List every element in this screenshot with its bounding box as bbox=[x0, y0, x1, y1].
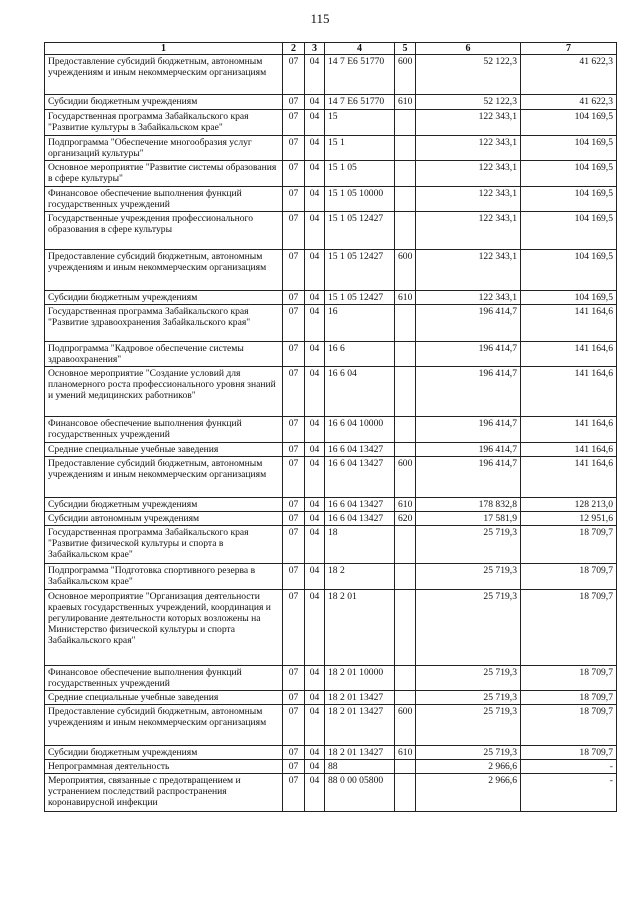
row-expense-type bbox=[395, 367, 416, 417]
row-expense-type: 600 bbox=[395, 705, 416, 746]
row-target-article: 15 1 bbox=[325, 136, 395, 161]
row-amount-2: 104 169,5 bbox=[521, 291, 617, 305]
row-expense-type bbox=[395, 774, 416, 812]
table-row bbox=[45, 774, 617, 812]
row-section-code: 07 bbox=[283, 526, 305, 564]
row-subsection-code: 04 bbox=[305, 774, 325, 812]
row-subsection-code: 04 bbox=[305, 498, 325, 512]
row-section-code: 07 bbox=[283, 55, 305, 95]
row-subsection-code: 04 bbox=[305, 136, 325, 161]
row-section-code: 07 bbox=[283, 417, 305, 443]
row-expense-type bbox=[395, 212, 416, 250]
row-subsection-code: 04 bbox=[305, 95, 325, 110]
row-amount-2: 18 709,7 bbox=[521, 746, 617, 760]
row-amount-1: 196 414,7 bbox=[416, 443, 521, 457]
budget-table bbox=[44, 42, 617, 812]
row-amount-2: 18 709,7 bbox=[521, 666, 617, 691]
row-subsection-code: 04 bbox=[305, 417, 325, 443]
row-amount-1: 122 343,1 bbox=[416, 250, 521, 291]
table-row bbox=[45, 498, 617, 512]
row-subsection-code: 04 bbox=[305, 212, 325, 250]
row-target-article: 18 2 bbox=[325, 564, 395, 590]
row-expense-type bbox=[395, 666, 416, 691]
table-row bbox=[45, 250, 617, 291]
col-header-5: 5 bbox=[395, 43, 416, 55]
row-section-code: 07 bbox=[283, 498, 305, 512]
row-subsection-code: 04 bbox=[305, 161, 325, 187]
row-name: Основное мероприятие "Организация деятельности краевых государственных учреждений, координация и регулирование деятельности которых возложены на Министерство физической культуры и спорта Забайкальского края" bbox=[45, 590, 283, 666]
row-section-code: 07 bbox=[283, 136, 305, 161]
row-target-article: 15 1 05 12427 bbox=[325, 291, 395, 305]
row-expense-type bbox=[395, 342, 416, 367]
row-name: Финансовое обеспечение выполнения функций государственных учреждений bbox=[45, 187, 283, 212]
row-subsection-code: 04 bbox=[305, 55, 325, 95]
row-amount-2: - bbox=[521, 774, 617, 812]
row-section-code: 07 bbox=[283, 746, 305, 760]
row-expense-type bbox=[395, 187, 416, 212]
row-name: Основное мероприятие "Создание условий для планомерного роста профессионального уровня знаний и умений медицинских работников" bbox=[45, 367, 283, 417]
table-row bbox=[45, 590, 617, 666]
row-amount-1: 196 414,7 bbox=[416, 367, 521, 417]
table-row bbox=[45, 760, 617, 774]
table-row bbox=[45, 95, 617, 110]
row-amount-1: 25 719,3 bbox=[416, 746, 521, 760]
row-name: Государственная программа Забайкальского края "Развитие физической культуры и спорта в Забайкальском крае" bbox=[45, 526, 283, 564]
row-amount-1: 25 719,3 bbox=[416, 526, 521, 564]
row-section-code: 07 bbox=[283, 512, 305, 526]
row-section-code: 07 bbox=[283, 161, 305, 187]
row-subsection-code: 04 bbox=[305, 342, 325, 367]
header-row bbox=[45, 43, 617, 55]
row-amount-1: 196 414,7 bbox=[416, 417, 521, 443]
row-name: Предоставление субсидий бюджетным, автономным учреждениям и иным некоммерческим организациям bbox=[45, 457, 283, 498]
row-section-code: 07 bbox=[283, 110, 305, 136]
table-row bbox=[45, 187, 617, 212]
row-expense-type: 610 bbox=[395, 498, 416, 512]
table-row bbox=[45, 526, 617, 564]
table-row bbox=[45, 443, 617, 457]
row-name: Непрограммная деятельность bbox=[45, 760, 283, 774]
row-name: Мероприятия, связанные с предотвращением и устранением последствий распространения коронавирусной инфекции bbox=[45, 774, 283, 812]
col-header-2: 2 bbox=[283, 43, 305, 55]
row-name: Субсидии бюджетным учреждениям bbox=[45, 498, 283, 512]
row-subsection-code: 04 bbox=[305, 705, 325, 746]
row-amount-2: 104 169,5 bbox=[521, 187, 617, 212]
row-target-article: 18 2 01 10000 bbox=[325, 666, 395, 691]
row-name: Средние специальные учебные заведения bbox=[45, 691, 283, 705]
row-name: Средние специальные учебные заведения bbox=[45, 443, 283, 457]
row-amount-1: 196 414,7 bbox=[416, 457, 521, 498]
row-target-article: 16 6 04 13427 bbox=[325, 498, 395, 512]
row-expense-type bbox=[395, 443, 416, 457]
row-expense-type bbox=[395, 417, 416, 443]
row-target-article: 18 2 01 13427 bbox=[325, 691, 395, 705]
row-expense-type bbox=[395, 691, 416, 705]
row-name: Субсидии бюджетным учреждениям bbox=[45, 95, 283, 110]
row-name: Подпрограмма "Кадровое обеспечение системы здравоохранения" bbox=[45, 342, 283, 367]
row-amount-1: 122 343,1 bbox=[416, 110, 521, 136]
row-amount-2: 141 164,6 bbox=[521, 305, 617, 342]
row-name: Предоставление субсидий бюджетным, автономным учреждениям и иным некоммерческим организациям bbox=[45, 55, 283, 95]
row-expense-type bbox=[395, 590, 416, 666]
row-amount-2: 41 622,3 bbox=[521, 95, 617, 110]
table-row bbox=[45, 691, 617, 705]
row-subsection-code: 04 bbox=[305, 564, 325, 590]
page-number: 115 bbox=[310, 11, 330, 26]
row-amount-1: 17 581,9 bbox=[416, 512, 521, 526]
row-expense-type: 610 bbox=[395, 746, 416, 760]
row-amount-2: 104 169,5 bbox=[521, 212, 617, 250]
row-subsection-code: 04 bbox=[305, 443, 325, 457]
row-expense-type: 610 bbox=[395, 291, 416, 305]
row-target-article: 15 1 05 10000 bbox=[325, 187, 395, 212]
row-subsection-code: 04 bbox=[305, 250, 325, 291]
row-target-article: 15 bbox=[325, 110, 395, 136]
row-expense-type bbox=[395, 526, 416, 564]
table-body bbox=[45, 55, 617, 812]
table-row bbox=[45, 110, 617, 136]
row-section-code: 07 bbox=[283, 187, 305, 212]
row-name: Финансовое обеспечение выполнения функций государственных учреждений bbox=[45, 417, 283, 443]
row-amount-1: 52 122,3 bbox=[416, 95, 521, 110]
table-row bbox=[45, 136, 617, 161]
row-section-code: 07 bbox=[283, 457, 305, 498]
table-row bbox=[45, 746, 617, 760]
row-amount-1: 178 832,8 bbox=[416, 498, 521, 512]
row-expense-type: 620 bbox=[395, 512, 416, 526]
row-amount-2: 141 164,6 bbox=[521, 417, 617, 443]
col-header-4: 4 bbox=[325, 43, 395, 55]
table-row bbox=[45, 564, 617, 590]
row-name: Государственная программа Забайкальского края "Развитие здравоохранения Забайкальского края" bbox=[45, 305, 283, 342]
table-row bbox=[45, 367, 617, 417]
row-amount-2: 104 169,5 bbox=[521, 110, 617, 136]
row-amount-2: 104 169,5 bbox=[521, 161, 617, 187]
table-row bbox=[45, 305, 617, 342]
row-amount-1: 25 719,3 bbox=[416, 666, 521, 691]
row-target-article: 16 6 04 bbox=[325, 367, 395, 417]
row-subsection-code: 04 bbox=[305, 457, 325, 498]
row-name: Финансовое обеспечение выполнения функций государственных учреждений bbox=[45, 666, 283, 691]
row-name: Субсидии автономным учреждениям bbox=[45, 512, 283, 526]
row-subsection-code: 04 bbox=[305, 666, 325, 691]
row-expense-type bbox=[395, 564, 416, 590]
row-target-article: 15 1 05 12427 bbox=[325, 212, 395, 250]
row-amount-2: 18 709,7 bbox=[521, 705, 617, 746]
row-target-article: 18 2 01 13427 bbox=[325, 746, 395, 760]
row-target-article: 14 7 E6 51770 bbox=[325, 95, 395, 110]
row-amount-2: 141 164,6 bbox=[521, 457, 617, 498]
row-amount-1: 2 966,6 bbox=[416, 774, 521, 812]
row-target-article: 18 bbox=[325, 526, 395, 564]
table-row bbox=[45, 666, 617, 691]
row-section-code: 07 bbox=[283, 705, 305, 746]
row-subsection-code: 04 bbox=[305, 291, 325, 305]
row-subsection-code: 04 bbox=[305, 305, 325, 342]
table-row bbox=[45, 212, 617, 250]
row-amount-2: - bbox=[521, 760, 617, 774]
row-section-code: 07 bbox=[283, 774, 305, 812]
row-amount-1: 122 343,1 bbox=[416, 161, 521, 187]
table-row bbox=[45, 457, 617, 498]
row-amount-1: 25 719,3 bbox=[416, 564, 521, 590]
table-row bbox=[45, 705, 617, 746]
row-expense-type bbox=[395, 760, 416, 774]
row-section-code: 07 bbox=[283, 250, 305, 291]
col-header-6: 6 bbox=[416, 43, 521, 55]
row-name: Предоставление субсидий бюджетным, автономным учреждениям и иным некоммерческим организациям bbox=[45, 705, 283, 746]
row-amount-2: 18 709,7 bbox=[521, 691, 617, 705]
row-expense-type bbox=[395, 161, 416, 187]
row-amount-2: 18 709,7 bbox=[521, 564, 617, 590]
row-section-code: 07 bbox=[283, 564, 305, 590]
row-target-article: 16 6 04 10000 bbox=[325, 417, 395, 443]
row-section-code: 07 bbox=[283, 212, 305, 250]
row-subsection-code: 04 bbox=[305, 760, 325, 774]
row-amount-1: 196 414,7 bbox=[416, 342, 521, 367]
row-section-code: 07 bbox=[283, 443, 305, 457]
row-target-article: 16 6 bbox=[325, 342, 395, 367]
row-name: Предоставление субсидий бюджетным, автономным учреждениям и иным некоммерческим организациям bbox=[45, 250, 283, 291]
row-subsection-code: 04 bbox=[305, 512, 325, 526]
row-amount-2: 18 709,7 bbox=[521, 526, 617, 564]
row-amount-1: 52 122,3 bbox=[416, 55, 521, 95]
row-target-article: 16 bbox=[325, 305, 395, 342]
row-target-article: 16 6 04 13427 bbox=[325, 443, 395, 457]
row-amount-1: 196 414,7 bbox=[416, 305, 521, 342]
row-subsection-code: 04 bbox=[305, 187, 325, 212]
row-name: Государственная программа Забайкальского края "Развитие культуры в Забайкальском крае" bbox=[45, 110, 283, 136]
row-name: Подпрограмма "Подготовка спортивного резерва в Забайкальском крае" bbox=[45, 564, 283, 590]
row-target-article: 18 2 01 bbox=[325, 590, 395, 666]
row-amount-2: 18 709,7 bbox=[521, 590, 617, 666]
table-row bbox=[45, 55, 617, 95]
row-name: Основное мероприятие "Развитие системы образования в сфере культуры" bbox=[45, 161, 283, 187]
row-amount-2: 104 169,5 bbox=[521, 250, 617, 291]
row-expense-type: 600 bbox=[395, 55, 416, 95]
row-subsection-code: 04 bbox=[305, 691, 325, 705]
row-amount-2: 104 169,5 bbox=[521, 136, 617, 161]
row-subsection-code: 04 bbox=[305, 526, 325, 564]
table-row bbox=[45, 161, 617, 187]
row-amount-2: 141 164,6 bbox=[521, 443, 617, 457]
col-header-7: 7 bbox=[521, 43, 617, 55]
row-amount-2: 41 622,3 bbox=[521, 55, 617, 95]
row-subsection-code: 04 bbox=[305, 590, 325, 666]
row-section-code: 07 bbox=[283, 666, 305, 691]
row-section-code: 07 bbox=[283, 291, 305, 305]
row-subsection-code: 04 bbox=[305, 367, 325, 417]
row-section-code: 07 bbox=[283, 760, 305, 774]
row-target-article: 15 1 05 12427 bbox=[325, 250, 395, 291]
row-target-article: 88 bbox=[325, 760, 395, 774]
row-target-article: 16 6 04 13427 bbox=[325, 512, 395, 526]
row-name: Субсидии бюджетным учреждениям bbox=[45, 291, 283, 305]
row-amount-2: 12 951,6 bbox=[521, 512, 617, 526]
table-row bbox=[45, 417, 617, 443]
row-expense-type: 600 bbox=[395, 457, 416, 498]
row-amount-2: 128 213,0 bbox=[521, 498, 617, 512]
row-target-article: 16 6 04 13427 bbox=[325, 457, 395, 498]
row-section-code: 07 bbox=[283, 590, 305, 666]
row-section-code: 07 bbox=[283, 342, 305, 367]
row-expense-type bbox=[395, 110, 416, 136]
row-expense-type bbox=[395, 136, 416, 161]
row-amount-2: 141 164,6 bbox=[521, 342, 617, 367]
row-target-article: 88 0 00 05800 bbox=[325, 774, 395, 812]
row-amount-1: 122 343,1 bbox=[416, 291, 521, 305]
table-row bbox=[45, 342, 617, 367]
row-subsection-code: 04 bbox=[305, 110, 325, 136]
table-row bbox=[45, 512, 617, 526]
col-header-1: 1 bbox=[45, 43, 283, 55]
row-section-code: 07 bbox=[283, 691, 305, 705]
row-amount-1: 25 719,3 bbox=[416, 691, 521, 705]
row-target-article: 15 1 05 bbox=[325, 161, 395, 187]
col-header-3: 3 bbox=[305, 43, 325, 55]
table-row bbox=[45, 291, 617, 305]
row-expense-type: 610 bbox=[395, 95, 416, 110]
row-name: Подпрограмма "Обеспечение многообразия услуг организаций культуры" bbox=[45, 136, 283, 161]
row-amount-1: 25 719,3 bbox=[416, 705, 521, 746]
row-expense-type bbox=[395, 305, 416, 342]
row-amount-1: 2 966,6 bbox=[416, 760, 521, 774]
row-section-code: 07 bbox=[283, 367, 305, 417]
row-amount-2: 141 164,6 bbox=[521, 367, 617, 417]
row-target-article: 14 7 E6 51770 bbox=[325, 55, 395, 95]
row-amount-1: 122 343,1 bbox=[416, 187, 521, 212]
row-subsection-code: 04 bbox=[305, 746, 325, 760]
row-name: Государственные учреждения профессионального образования в сфере культуры bbox=[45, 212, 283, 250]
row-amount-1: 122 343,1 bbox=[416, 212, 521, 250]
row-section-code: 07 bbox=[283, 305, 305, 342]
row-amount-1: 25 719,3 bbox=[416, 590, 521, 666]
row-expense-type: 600 bbox=[395, 250, 416, 291]
row-name: Субсидии бюджетным учреждениям bbox=[45, 746, 283, 760]
row-target-article: 18 2 01 13427 bbox=[325, 705, 395, 746]
row-amount-1: 122 343,1 bbox=[416, 136, 521, 161]
row-section-code: 07 bbox=[283, 95, 305, 110]
